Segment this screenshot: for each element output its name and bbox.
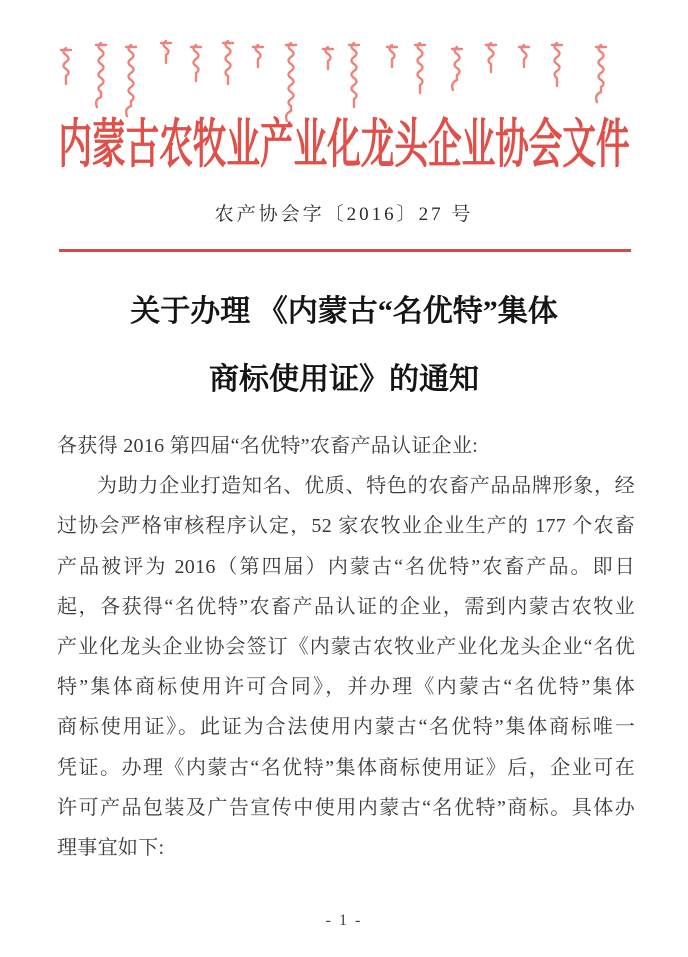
body-line: 凭证。办理《内蒙古“名优特”集体商标使用证》后，企业可在 [57, 756, 635, 779]
body-line: 理事宜如下: [57, 836, 165, 859]
org-title-banner [0, 106, 688, 172]
body-line: 产业化龙头企业协会签订《内蒙古农牧业产业化龙头企业“名优 [57, 635, 635, 658]
body-line: 过协会严格审核程序认定，52 家农牧业企业生产的 177 个农畜 [57, 515, 635, 538]
document-title [0, 292, 688, 400]
body-line: 商标使用证》。此证为合法使用内蒙古“名优特”集体商标唯一 [57, 716, 635, 739]
body-text [57, 426, 635, 868]
org-title: 内蒙古农牧业产业化龙头企业协会文件 [58, 115, 630, 174]
doc-number: 农产协会字〔2016〕27 号 [214, 204, 474, 225]
body-line: 为助力企业打造知名、优质、特色的农畜产品品牌形象，经 [97, 475, 635, 498]
red-divider-rule [59, 249, 631, 252]
body-line: 各获得 2016 第四届“名优特”农畜产品认证企业: [57, 435, 479, 457]
body-line: 特”集体商标使用许可合同》，并办理《内蒙古“名优特”集体 [57, 676, 635, 699]
body-line: 许可产品包装及广告宣传中使用内蒙古“名优特”商标。具体办 [57, 796, 635, 819]
body-line: 产品被评为 2016（第四届）内蒙古“名优特”农畜产品。即日 [57, 555, 635, 578]
body-line: 起，各获得“名优特”农畜产品认证的企业，需到内蒙古农牧业 [57, 595, 635, 618]
document-title-line2: 商标使用证》的通知 [209, 363, 479, 396]
page-number: - 1 - [325, 912, 363, 929]
document-title-line1: 关于办理 《内蒙古“名优特”集体 [130, 295, 558, 328]
